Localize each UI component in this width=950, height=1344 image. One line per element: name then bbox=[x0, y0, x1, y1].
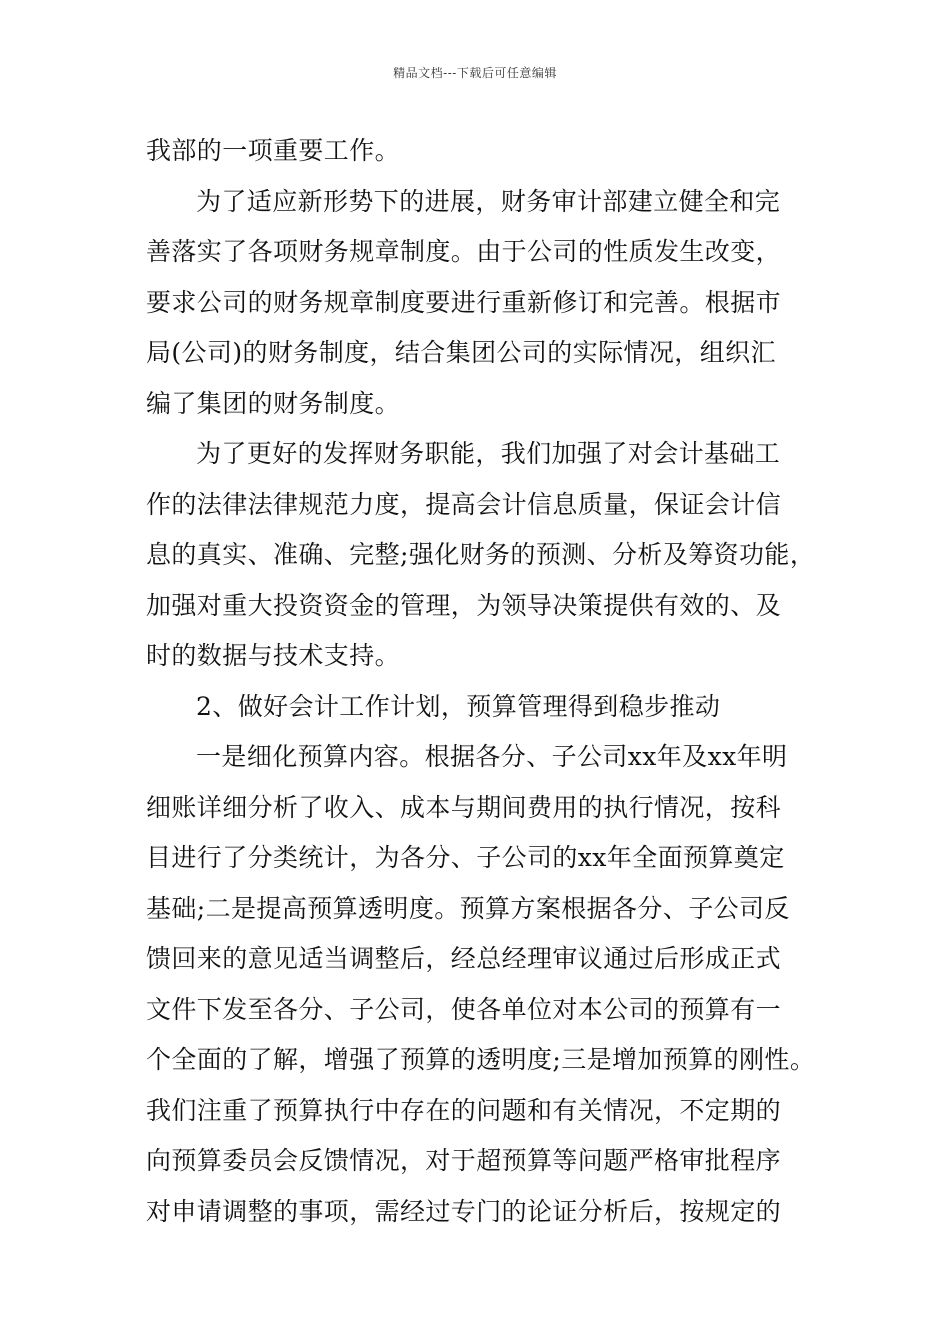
body-line: 我部的一项重要工作。 bbox=[146, 136, 401, 165]
body-line: 编了集团的财务制度。 bbox=[146, 388, 401, 418]
body-line: 基础;二是提高预算透明度。预算方案根据各分、子公司反 bbox=[146, 893, 790, 923]
body-line: 我们注重了预算执行中存在的问题和有关情况，不定期的 bbox=[146, 1095, 782, 1125]
page-header: 精品文档---下载后可任意编辑 bbox=[393, 66, 557, 80]
body-line: 作的法律法律规范力度，提高会计信息质量，保证会计信 bbox=[146, 489, 782, 519]
body-line: 为了适应新形势下的进展，财务审计部建立健全和完 bbox=[196, 186, 781, 216]
body-line: 对申请调整的事项，需经过专门的论证分析后，按规定的 bbox=[146, 1196, 782, 1226]
body-line: 一是细化预算内容。根据各分、子公司xx年及xx年明 bbox=[196, 742, 788, 771]
body-line: 个全面的了解，增强了预算的透明度;三是增加预算的刚性。 bbox=[146, 1045, 816, 1074]
section-heading: 2、做好会计工作计划，预算管理得到稳步推动 bbox=[196, 691, 721, 721]
body-line: 加强对重大投资资金的管理，为领导决策提供有效的、及 bbox=[146, 590, 782, 620]
body-line: 局(公司)的财务制度，结合集团公司的实际情况，组织汇 bbox=[146, 338, 776, 367]
body-line: 要求公司的财务规章制度要进行重新修订和完善。根据市 bbox=[146, 287, 782, 317]
body-line: 细账详细分析了收入、成本与期间费用的执行情况，按科 bbox=[146, 792, 782, 822]
document-body bbox=[146, 126, 826, 1237]
body-line: 为了更好的发挥财务职能，我们加强了对会计基础工 bbox=[196, 439, 781, 468]
body-line: 目进行了分类统计，为各分、子公司的xx年全面预算奠定 bbox=[146, 843, 785, 872]
body-line: 善落实了各项财务规章制度。由于公司的性质发生改变， bbox=[146, 237, 782, 266]
body-line: 向预算委员会反馈情况，对于超预算等问题严格审批程序 bbox=[146, 1146, 782, 1175]
body-line: 时的数据与技术支持。 bbox=[146, 641, 401, 670]
body-line: 文件下发至各分、子公司，使各单位对本公司的预算有一 bbox=[146, 994, 782, 1024]
body-line: 息的真实、准确、完整;强化财务的预测、分析及筹资功能， bbox=[146, 540, 816, 569]
body-line: 馈回来的意见适当调整后，经总经理审议通过后形成正式 bbox=[146, 944, 782, 973]
